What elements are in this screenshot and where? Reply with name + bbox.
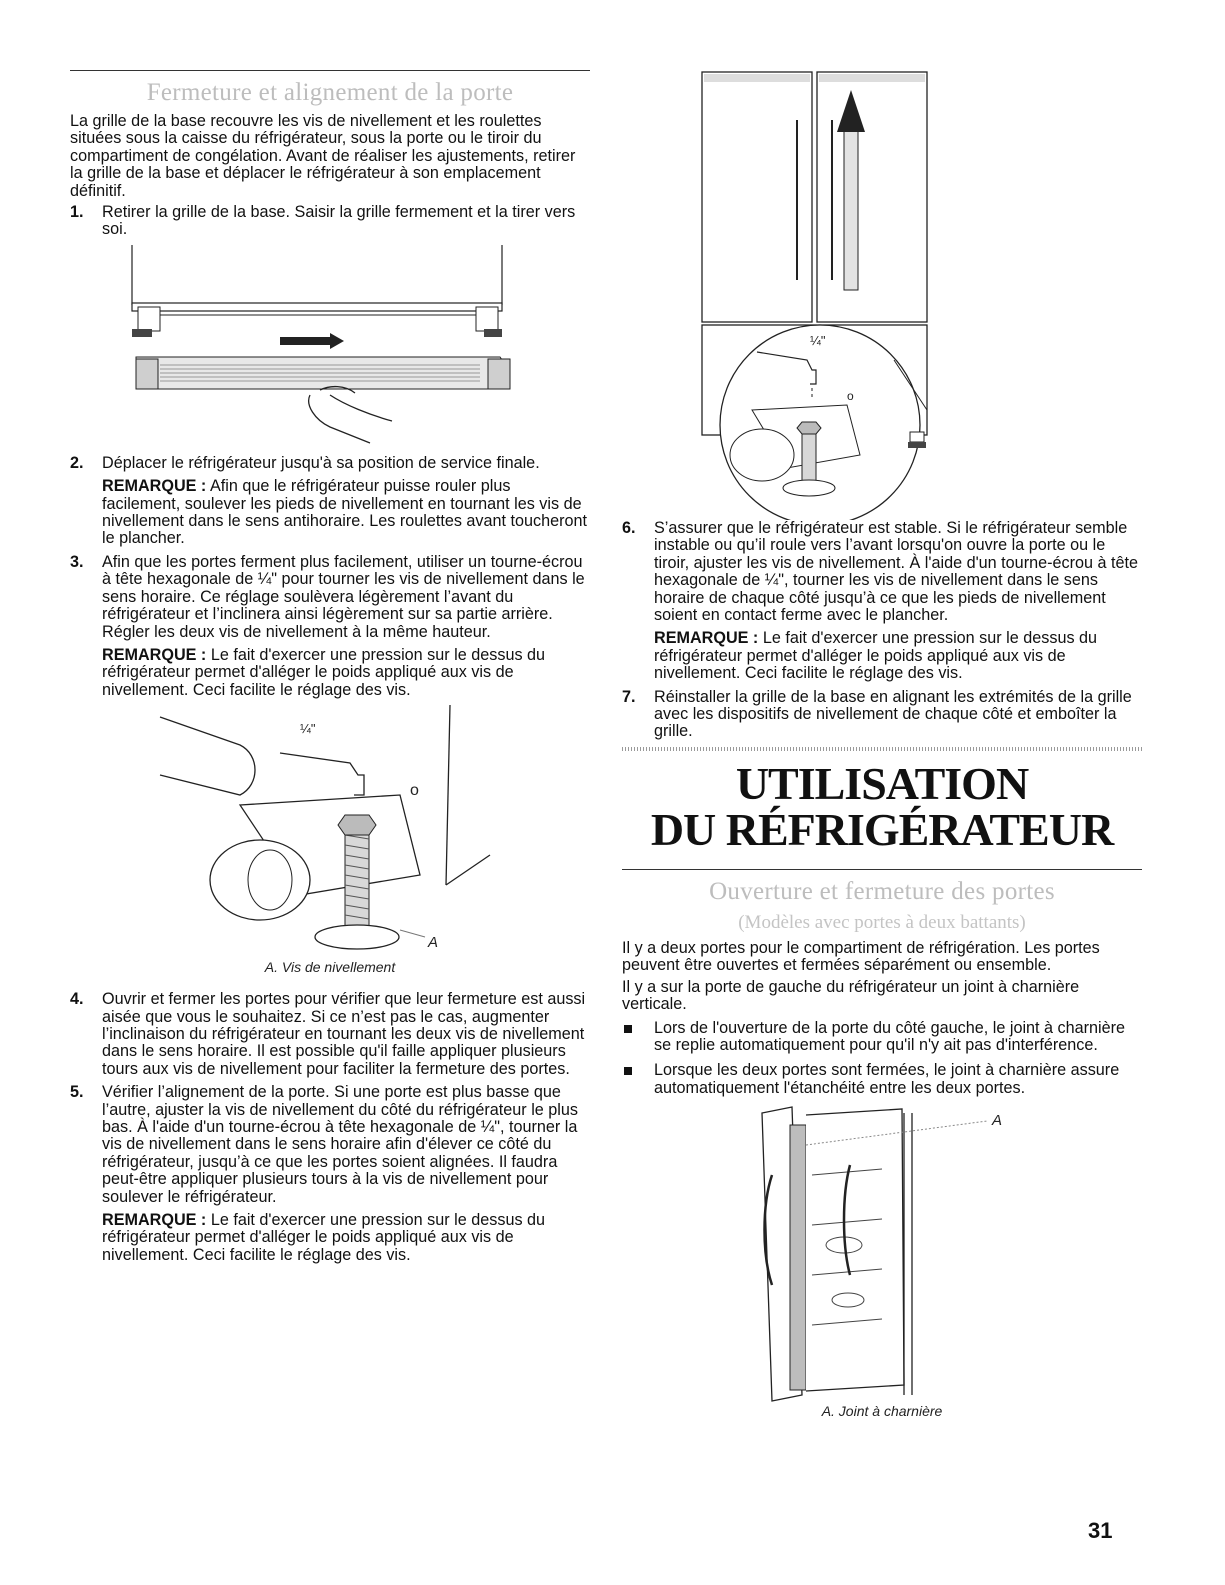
step-6: [622, 520, 1142, 624]
quarter-inch-label: ¼": [300, 721, 316, 737]
step-number: 3.: [70, 552, 84, 571]
step-text: Vérifier l’alignement de la porte. Si une porte est plus basse que l’autre, ajuster la vis de nivellement du côté du réfrigérateur le plus bas. À l'aide d'un tourne-écrou à tête hexagonale de ¼", tourner la vis de nivellement dans le sens horaire afin d'élever ce côté du réfrigérateur, jusqu’à ce que les portes soient alignées. Il faudra peut-être appliquer plusieurs tours à la vis de nivellement pour soulever le réfrigérateur.: [102, 1083, 578, 1206]
step-6-note: [622, 630, 1142, 682]
step-number: 4.: [70, 990, 84, 1009]
note-text: Le fait d'exercer une pression sur le dessus du réfrigérateur permet d'alléger le poids appliqué aux vis de nivellement. Ceci facilite le réglage des vis.: [654, 629, 1098, 683]
step-text: S’assurer que le réfrigérateur est stable. Si le réfrigérateur semble instable ou qu’il roule vers l’avant lorsqu'on ouvre la porte ou le tiroir, ajuster les vis de nivellement. À l'aide d'un tourne-écrou à tête hexagonale de ¼", tourner les vis de nivellement dans le sens horaire de chaque côté jusqu’à ce que les pieds de nivellement soient en contact ferme avec le plancher.: [654, 519, 1138, 625]
page-number: 31: [1088, 1518, 1113, 1543]
section-subtitle: (Modèles avec portes à deux battants): [738, 911, 1026, 933]
quarter-inch-label: ¼": [810, 333, 826, 348]
refrigerator-leveling-illustration: [682, 70, 1082, 520]
bullet-text: Lorsque les deux portes sont fermées, le joint à charnière assure automatiquement l'étanchéité entre les deux portes.: [654, 1061, 1120, 1097]
bullet-text: Lors de l'ouverture de la porte du côté gauche, le joint à charnière se replie automatiquement pour qu'il n'y ait pas d'interférence.: [654, 1018, 1126, 1054]
bullet-item-2: [622, 1062, 1142, 1097]
step-4: [70, 991, 590, 1078]
section-title-door-closing: Fermeture et alignement de la porte: [146, 79, 514, 106]
step-5: [70, 1084, 590, 1206]
bullet-icon: [624, 1025, 632, 1033]
hinged-seal-illustration: [732, 1105, 1032, 1403]
chapter-title-line-1: UTILISATION: [735, 757, 1029, 809]
bullet-item-1: [622, 1020, 1142, 1055]
step-number: 2.: [70, 453, 84, 472]
note-label: REMARQUE :: [102, 1211, 207, 1229]
step-2-note: [70, 478, 590, 548]
svg-text:o: o: [847, 389, 854, 403]
step-text: Afin que les portes ferment plus facilement, utiliser un tourne-écrou à tête hexagonale de ¼" pour tourner les vis de nivellement dans le sens horaire. Ce réglage soulèvera légèrement l’avant du réfrigérateur et l’inclinera ainsi légèrement sur sa partie arrière. Régler les deux vis de nivellement à la même hauteur.: [102, 552, 585, 641]
figure-caption-hinged-seal: A. Joint à charnière: [821, 1403, 943, 1420]
intro-paragraph: La grille de la base recouvre les vis de nivellement et les roulettes situées sous la caisse du réfrigérateur, sous la porte ou le tiroir du compartiment de congélation. Avant de réaliser les ajustements, retirer la grille de la base et déplacer le réfrigérateur à son emplacement définitif.: [70, 112, 576, 200]
leveling-screw-illustration: [150, 705, 510, 955]
section-title-doors: Ouverture et fermeture des portes: [709, 877, 1055, 905]
label-a: A: [428, 934, 439, 952]
step-1: [70, 204, 590, 239]
label-a: A: [992, 1112, 1003, 1130]
base-grille-illustration: [130, 245, 530, 455]
doors-paragraph-1: Il y a deux portes pour le compartiment de réfrigération. Les portes peuvent être ouvertes et fermées séparément ou ensemble.: [622, 938, 1100, 975]
step-number: 6.: [622, 519, 636, 537]
section-divider: [622, 747, 1142, 751]
step-number: 5.: [70, 1083, 84, 1102]
note-text: Le fait d'exercer une pression sur le dessus du réfrigérateur permet d'alléger le poids appliqué aux vis de nivellement. Ceci facilite le réglage des vis.: [102, 1211, 546, 1264]
note-label: REMARQUE :: [102, 477, 207, 496]
step-text: Déplacer le réfrigérateur jusqu'à sa position de service finale.: [102, 453, 540, 472]
step-2: [70, 455, 590, 472]
right-column: [622, 70, 1142, 1419]
chapter-title: [622, 757, 1142, 855]
top-rule: [70, 70, 590, 71]
bullet-icon: [624, 1067, 632, 1075]
figure-caption-leveling-screw: A. Vis de nivellement: [264, 959, 396, 976]
step-text: Ouvrir et fermer les portes pour vérifier que leur fermeture est aussi aisée que vous le souhaitez. Si ce n’est pas le cas, augmenter l’inclinaison du réfrigérateur en tournant les deux vis de nivellement dans le sens horaire. Il est possible qu'il faille appliquer plusieurs tours aux vis de nivellement pour faciliter la fermeture des portes.: [102, 990, 586, 1078]
note-label: REMARQUE :: [102, 645, 207, 664]
step-number: 1.: [70, 203, 84, 222]
doors-paragraph-2: Il y a sur la porte de gauche du réfrigérateur un joint à charnière verticale.: [622, 977, 1080, 1014]
step-5-note: [70, 1212, 590, 1264]
svg-text:o: o: [410, 782, 419, 800]
left-column: [70, 70, 590, 1270]
step-text: Retirer la grille de la base. Saisir la grille fermement et la tirer vers soi.: [102, 203, 576, 239]
step-number: 7.: [622, 687, 636, 706]
note-text: Afin que le réfrigérateur puisse rouler plus facilement, soulever les pieds de nivellement en tournant les vis de nivellement dans le sens antihoraire. Les roulettes avant toucheront le plancher.: [102, 477, 588, 548]
note-text: Le fait d'exercer une pression sur le dessus du réfrigérateur permet d'alléger le poids appliqué aux vis de nivellement. Ceci facilite le réglage des vis.: [102, 645, 546, 699]
chapter-rule: [622, 869, 1142, 870]
step-text: Réinstaller la grille de la base en alignant les extrémités de la grille avec les dispositifs de nivellement de chaque côté et emboîter la grille.: [654, 687, 1132, 741]
note-label: REMARQUE :: [654, 629, 759, 648]
step-7: [622, 689, 1142, 741]
chapter-title-line-2: DU RÉFRIGÉRATEUR: [650, 803, 1114, 855]
step-3: [70, 554, 590, 641]
step-3-note: [70, 647, 590, 699]
